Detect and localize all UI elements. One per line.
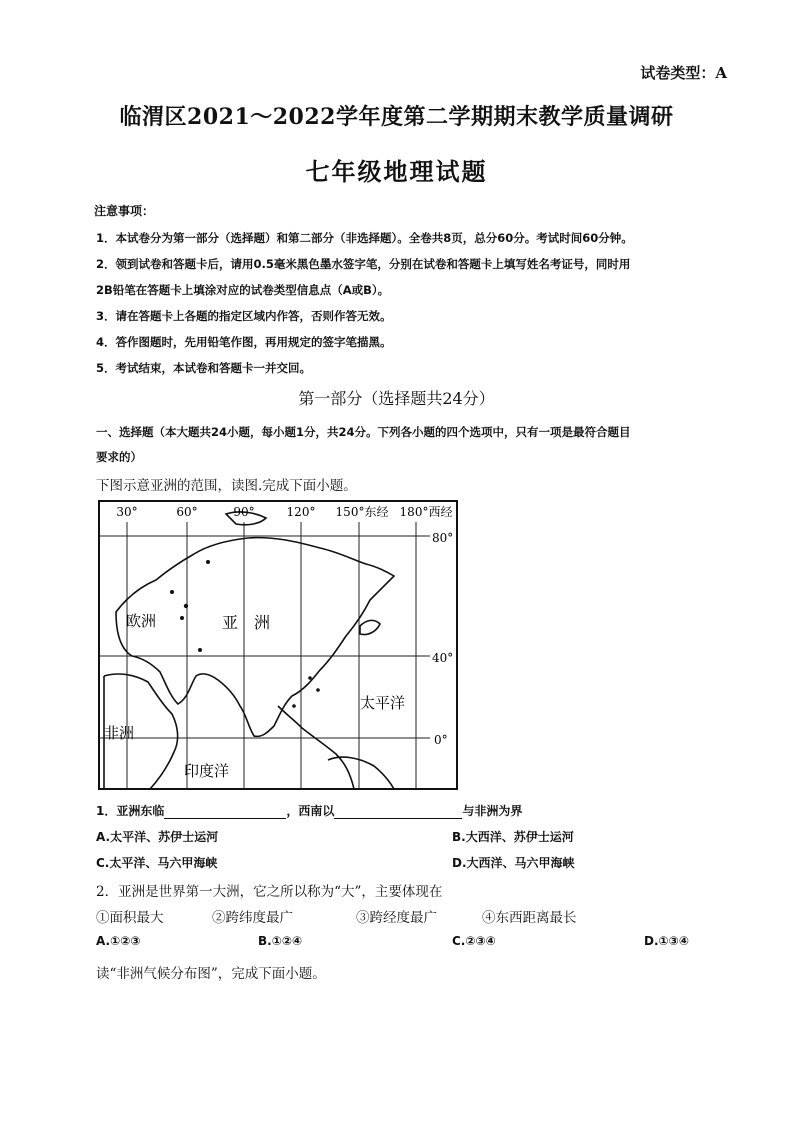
lon-label: 60° xyxy=(176,505,198,519)
region-asia: 亚 洲 xyxy=(222,613,271,632)
note-item: 3．请在答题卡上各题的指定区域内作答，否则作答无效。 xyxy=(96,309,392,323)
q1-stem-part: ，西南以 xyxy=(286,804,335,818)
note-item: 4．答作图题时，先用铅笔作图，再用规定的签字笔描黑。 xyxy=(96,335,392,349)
q1-option-a: A.太平洋、苏伊士运河 xyxy=(96,830,219,844)
q2-option-c: C.②③④ xyxy=(452,934,496,948)
map-lead-text: 下图示意亚洲的范围，读图.完成下面小题。 xyxy=(96,478,357,494)
q2-item-2: ②跨纬度最广 xyxy=(212,910,293,926)
q1-option-d: D.大西洋、马六甲海峡 xyxy=(452,856,575,870)
part1-instruction-cont: 要求的） xyxy=(96,450,142,464)
next-lead-text: 读“非洲气候分布图”，完成下面小题。 xyxy=(96,966,326,982)
region-pacific: 太平洋 xyxy=(360,694,406,712)
lon-label: 180°西经 xyxy=(399,505,453,519)
asia-map-svg xyxy=(98,500,458,790)
region-africa: 非洲 xyxy=(104,724,135,742)
part1-instruction: 一、选择题（本大题共24小题，每小题1分，共24分。下列各小题的四个选项中，只有一项是最符合题目 xyxy=(96,425,631,439)
q2-item-4: ④东西距离最长 xyxy=(482,910,577,926)
region-indian-ocean: 印度洋 xyxy=(184,762,230,780)
lon-label: 150°东经 xyxy=(335,505,389,519)
q1-blank-2 xyxy=(334,806,462,819)
lon-label: 90° xyxy=(233,505,255,519)
region-europe: 欧洲 xyxy=(126,612,157,630)
question-2-stem: 2．亚洲是世界第一大洲，它之所以称为“大”，主要体现在 xyxy=(96,884,443,900)
q2-option-b: B.①②④ xyxy=(258,934,303,948)
q2-option-d: D.①③④ xyxy=(644,934,689,948)
asia-map xyxy=(98,500,458,790)
q1-option-c: C.太平洋、马六甲海峡 xyxy=(96,856,218,870)
q2-item-1: ①面积最大 xyxy=(96,910,164,926)
note-item: 2B铅笔在答题卡上填涂对应的试卷类型信息点（A或B）。 xyxy=(96,283,390,297)
paper-type: 试卷类型：A xyxy=(640,64,727,82)
q2-option-a: A.①②③ xyxy=(96,934,141,948)
exam-subtitle: 七年级地理试题 xyxy=(305,157,488,186)
note-item: 5．考试结束，本试卷和答题卡一并交回。 xyxy=(96,361,311,375)
map-frame xyxy=(99,501,457,789)
q2-item-3: ③跨经度最广 xyxy=(356,910,437,926)
notes-heading: 注意事项： xyxy=(94,204,155,218)
exam-title: 临渭区2021～2022学年度第二学期期末教学质量调研 xyxy=(119,104,674,130)
q1-stem-part: 与非洲为界 xyxy=(462,804,523,818)
question-1-stem xyxy=(96,802,522,819)
lat-label: 0° xyxy=(434,733,448,747)
lon-label: 120° xyxy=(286,505,316,519)
note-item: 2．领到试卷和答题卡后，请用0.5毫米黑色墨水签字笔，分别在试卷和答题卡上填写姓名考证号，同时用 xyxy=(96,257,631,271)
lat-label: 80° xyxy=(432,531,454,545)
lon-label: 30° xyxy=(116,505,138,519)
q1-option-b: B.大西洋、苏伊士运河 xyxy=(452,830,574,844)
lat-label: 40° xyxy=(432,651,454,665)
note-item: 1．本试卷分为第一部分（选择题）和第二部分（非选择题）。全卷共8页，总分60分。考试时间60分钟。 xyxy=(96,231,633,245)
part1-title: 第一部分（选择题共24分） xyxy=(298,389,495,408)
q1-blank-1 xyxy=(164,806,286,819)
q1-stem-part: 1．亚洲东临 xyxy=(96,804,165,818)
